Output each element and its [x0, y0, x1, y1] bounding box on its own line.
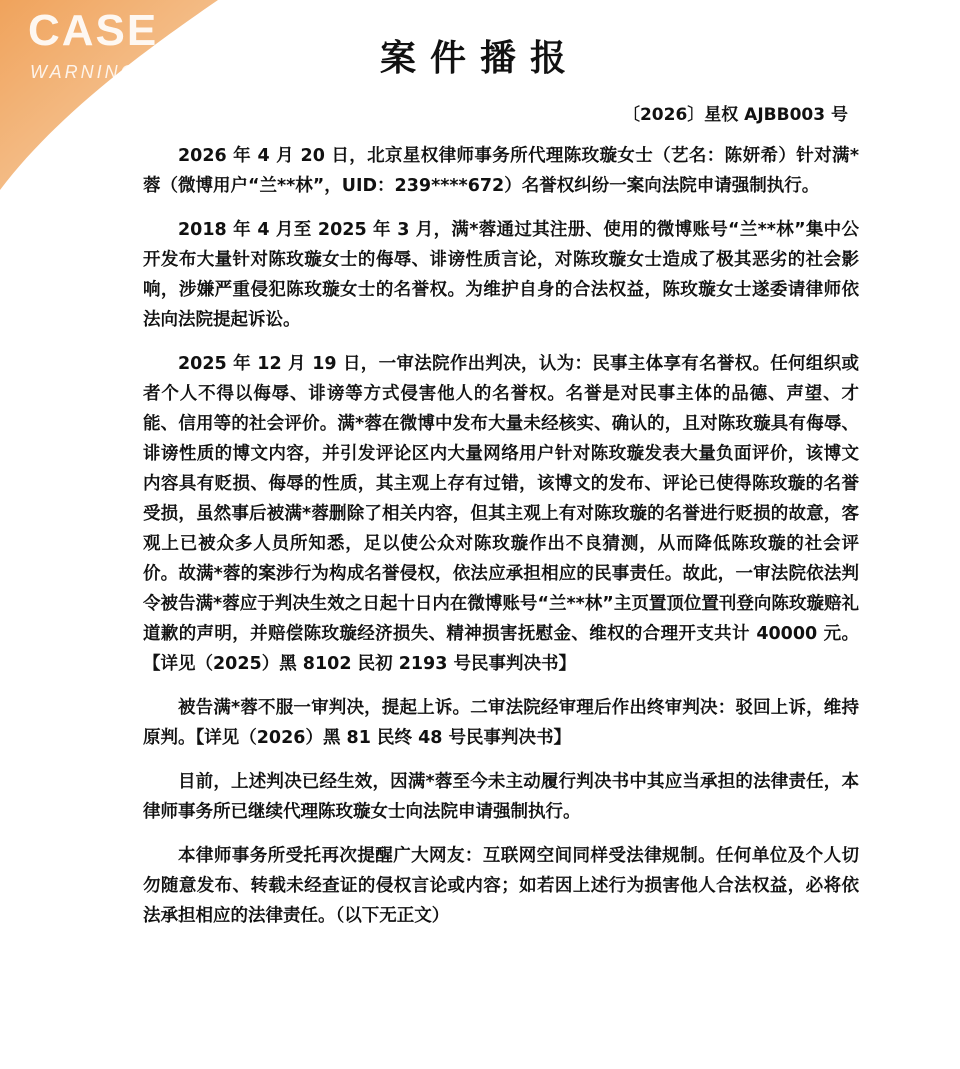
case-number: 〔2026〕星权 AJBB003 号 [622, 105, 848, 125]
paragraph-6: 本律师事务所受托再次提醒广大网友：互联网空间同样受法律规制。任何单位及个人切勿随意发布、转载未经查证的侵权言论或内容；如若因上述行为损害他人合法权益，必将依法承担相应的法律责任。（以下无正文） [143, 846, 859, 926]
announcement-body [143, 141, 859, 945]
logo-subtitle: WARNING [30, 62, 138, 82]
paragraph-5: 目前，上述判决已经生效，因满*蓉至今未主动履行判决书中其应当承担的法律责任，本律师事务所已继续代理陈玫璇女士向法院申请强制执行。 [143, 772, 859, 822]
paragraph-2: 2018 年 4 月至 2025 年 3 月，满*蓉通过其注册、使用的微博账号“兰**林”集中公开发布大量针对陈玫璇女士的侮辱、诽谤性质言论，对陈玫璇女士造成了极其恶劣的社会影响，涉嫌严重侵犯陈玫璇女士的名誉权。为维护自身的合法权益，陈玫璇女士遂委请律师依法向法院提起诉讼。 [143, 220, 859, 330]
paragraph-1: 2026 年 4 月 20 日，北京星权律师事务所代理陈玫璇女士（艺名：陈妍希）针对满*蓉（微博用户“兰**林”，UID：239****672）名誉权纠纷一案向法院申请强制执行。 [143, 146, 859, 196]
paragraph-4: 被告满*蓉不服一审判决，提起上诉。二审法院经审理后作出终审判决：驳回上诉，维持原判。【详见（2026）黑 81 民终 48 号民事判决书】 [143, 698, 859, 748]
logo-word: CASE [28, 6, 159, 55]
paragraph-3: 2025 年 12 月 19 日，一审法院作出判决，认为：民事主体享有名誉权。任何组织或者个人不得以侮辱、诽谤等方式侵害他人的名誉权。名誉是对民事主体的品德、声望、才能、信用等的社会评价。满*蓉在微博中发布大量未经核实、确认的，且对陈玫璇具有侮辱、诽谤性质的博文内容，并引发评论区内大量网络用户针对陈玫璇发表大量负面评价，该博文内容具有贬损、侮辱的性质，其主观上存有过错，该博文的发布、评论已使得陈玫璇的名誉受损，虽然事后被满*蓉删除了相关内容，但其主观上有对陈玫璇的名誉进行贬损的故意，客观上已被众多人员所知悉，足以使公众对陈玫璇作出不良猜测，从而降低陈玫璇的社会评价。故满*蓉的案涉行为构成名誉侵权，依法应承担相应的民事责任。故此，一审法院依法判令被告满*蓉应于判决生效之日起十日内在微博账号“兰**林”主页置顶位置刊登向陈玫璇赔礼道歉的声明，并赔偿陈玫璇经济损失、精神损害抚慰金、维权的合理开支共计 40000 元。【详见（2025）黑 8102 民初 2193 号民事判决书】 [143, 354, 859, 674]
page-title: 案件播报 [379, 38, 580, 79]
